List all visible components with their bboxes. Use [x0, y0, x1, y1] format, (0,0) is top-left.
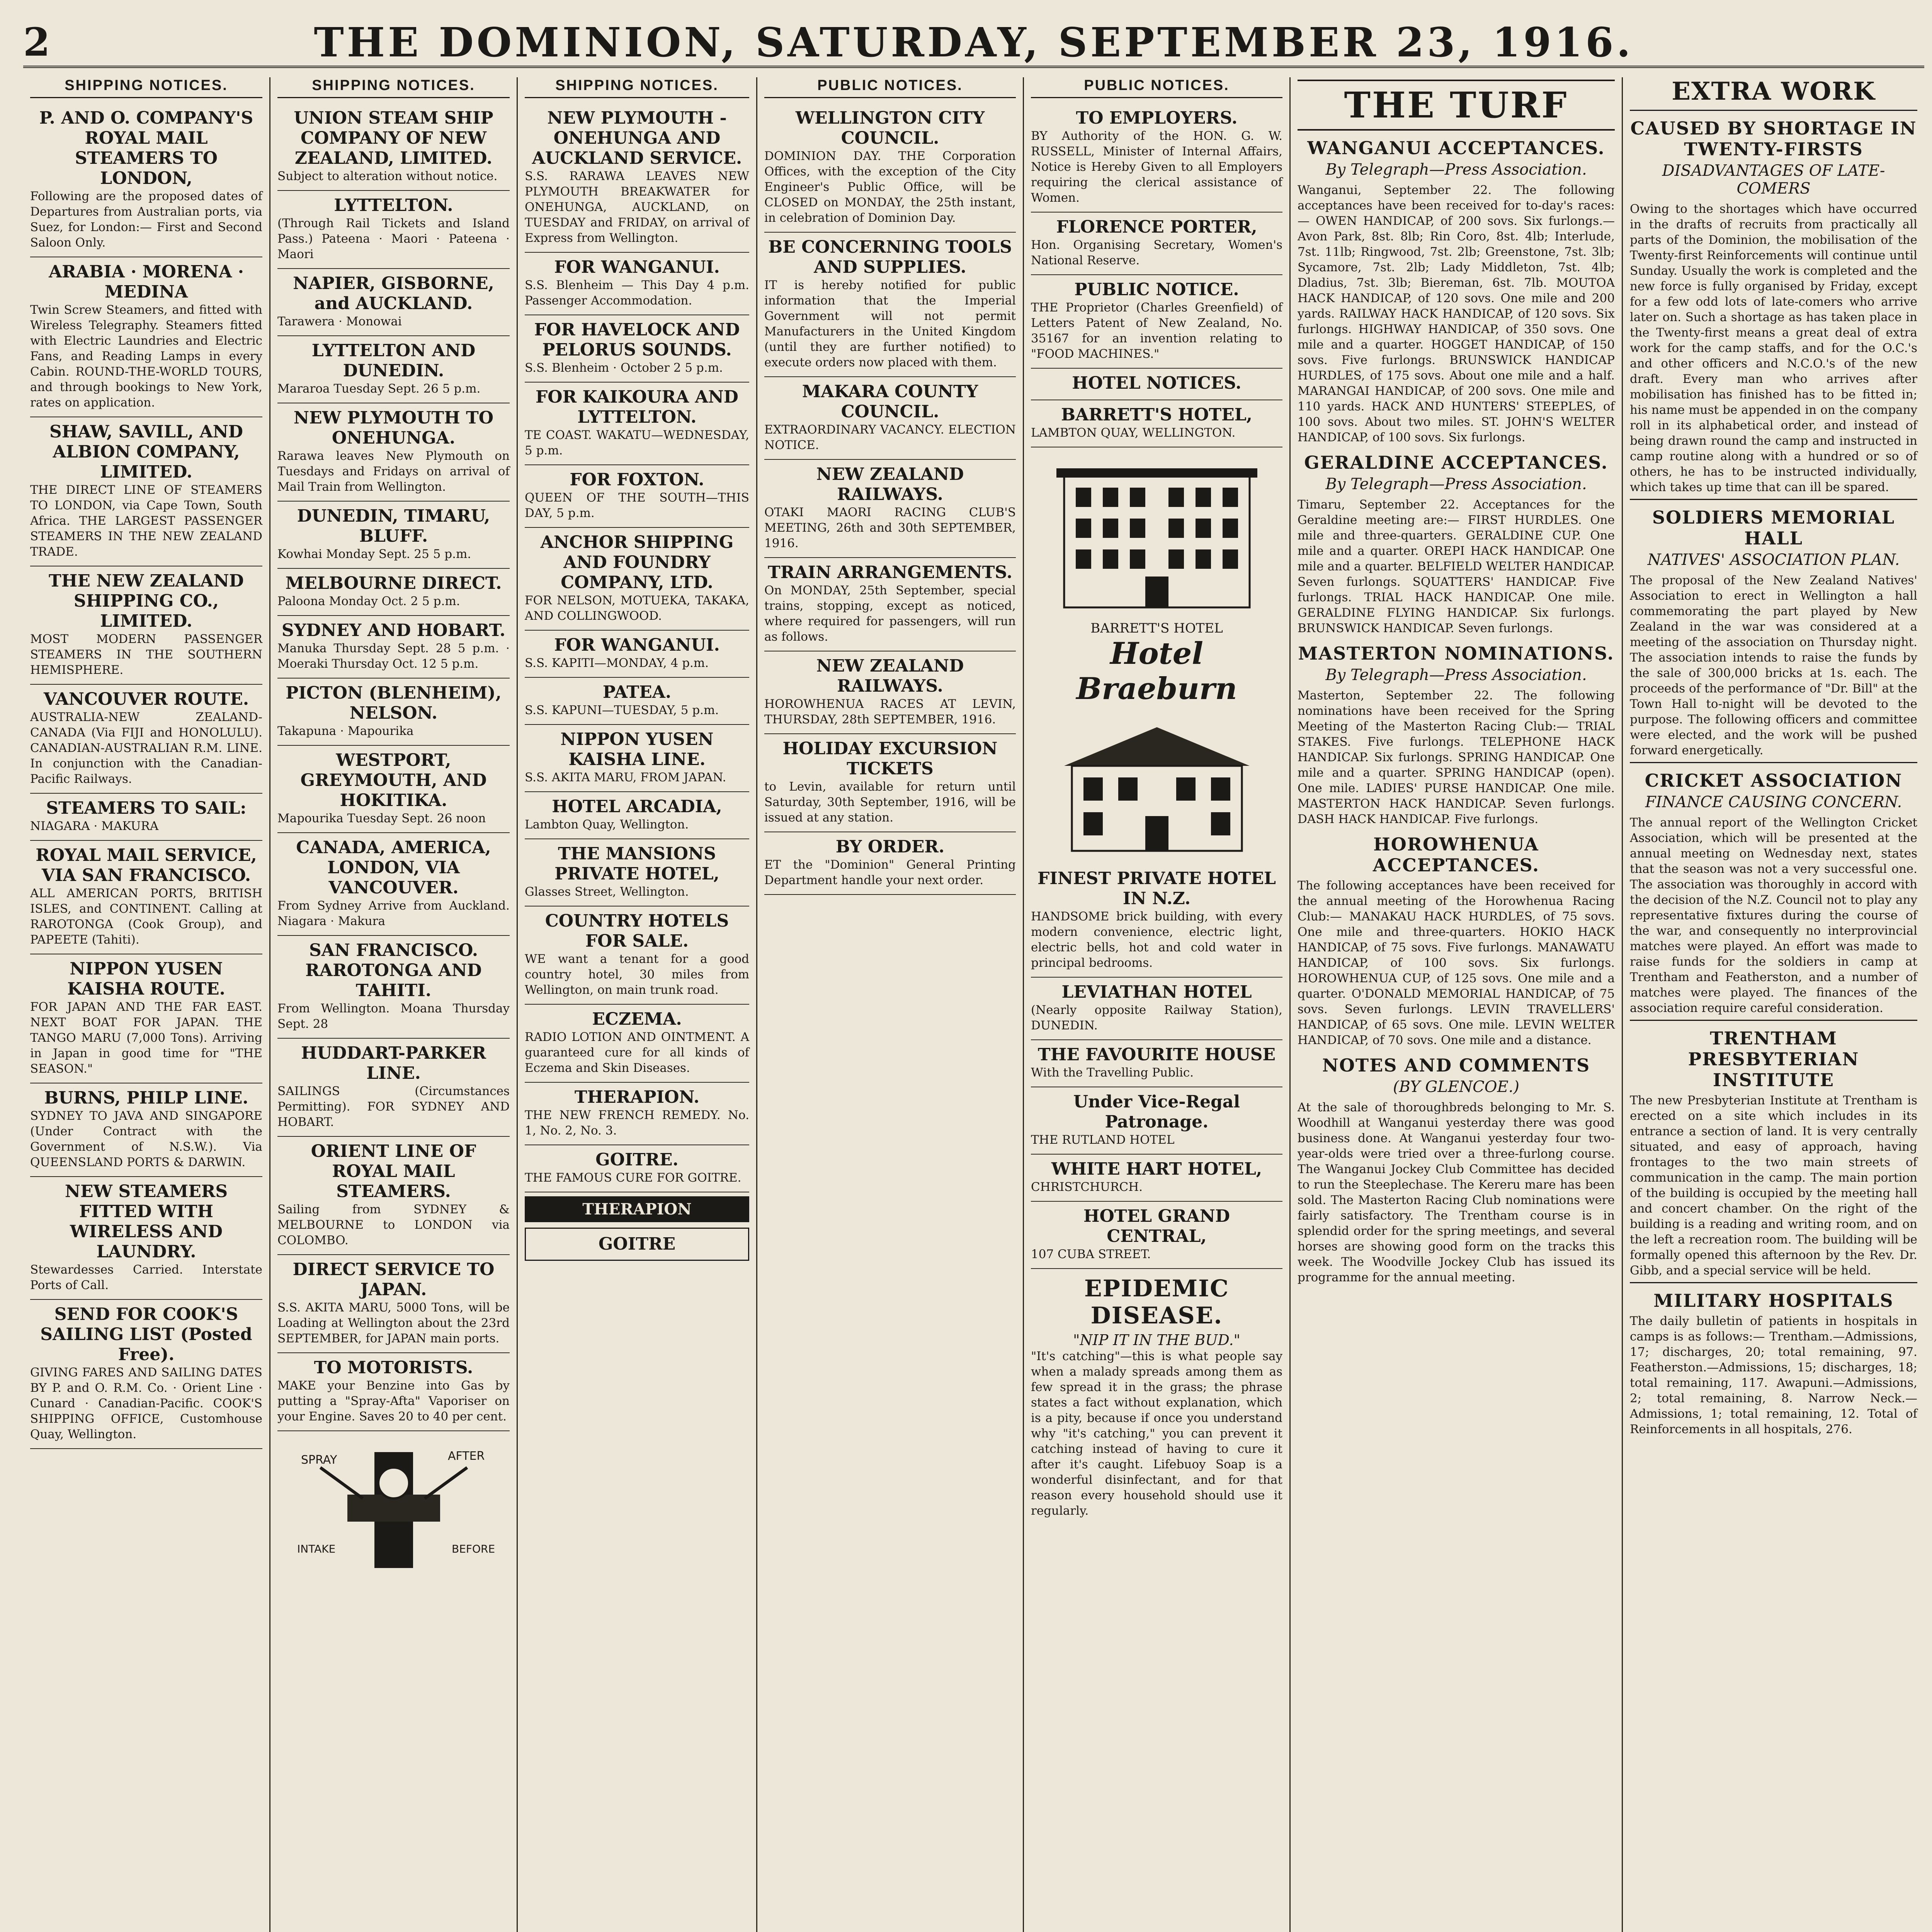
notice-block: [1031, 400, 1282, 447]
column-heading: PUBLIC NOTICES.: [764, 77, 1016, 98]
notice-block: [30, 1083, 262, 1177]
notice-heading: TO EMPLOYERS.: [1076, 108, 1238, 128]
notice-text: Subject to alteration without notice.: [277, 169, 498, 183]
notice-text: Manuka Thursday Sept. 28 5 p.m. · Moeraki Thursday Oct. 12 5 p.m.: [277, 641, 510, 671]
notice-text: (Nearly opposite Railway Station), DUNEDIN.: [1031, 1003, 1282, 1032]
notice-text: S.S. KAPUNI—TUESDAY, 5 p.m.: [525, 703, 719, 717]
notice-heading: VANCOUVER ROUTE.: [43, 689, 249, 709]
notice-text: 107 CUBA STREET.: [1031, 1247, 1151, 1261]
notice-text: IT is hereby notified for public information that the Imperial Government will not permit Manufacturers in the United Kingdom (until they are further notified) to execute orders now placed with them.: [764, 278, 1016, 369]
military-title: MILITARY HOSPITALS: [1653, 1290, 1894, 1311]
notice-text: Twin Screw Steamers, and fitted with Wireless Telegraphy. Steamers fitted with Electric Laundries and Electric Fans, and Reading Lamps in every Cabin. ROUND-THE-WORLD TOURS, and through bookings to New York, rates on application.: [30, 303, 262, 410]
turf-section-byline: By Telegraph—Press Association.: [1325, 666, 1587, 684]
notice-heading: ORIENT LINE OF ROYAL MAIL STEAMERS.: [311, 1141, 476, 1201]
notice-text: From Sydney Arrive from Auckland. Niagara · Makura: [277, 899, 510, 928]
epidemic-title: EPIDEMIC DISEASE.: [1084, 1275, 1229, 1329]
notice-heading: NIPPON YUSEN KAISHA ROUTE.: [67, 959, 225, 999]
notice-text: WE want a tenant for a good country hotel, 30 miles from Wellington, on main trunk road.: [525, 952, 749, 997]
notice-heading: PUBLIC NOTICE.: [1074, 280, 1239, 299]
notice-block: [30, 685, 262, 794]
notice-block: [525, 1005, 749, 1083]
notice-text: Lambton Quay, Wellington.: [525, 818, 689, 832]
notice-text: SYDNEY TO JAVA AND SINGAPORE (Under Contract with the Government of N.S.W.). Via QUEENSLAND PORTS & DARWIN.: [30, 1109, 262, 1169]
notice-heading: PATEA.: [602, 682, 672, 702]
notice-heading: THE NEW ZEALAND SHIPPING CO., LIMITED.: [49, 571, 244, 631]
notice-text: ET the "Dominion" General Printing Department handle your next order.: [764, 858, 1016, 887]
turf-section-heading: GERALDINE ACCEPTANCES.: [1304, 452, 1608, 473]
notice-text: to Levin, available for return until Saturday, 30th September, 1916, will be issued at any station.: [764, 780, 1016, 825]
notice-text: GIVING FARES AND SAILING DATES BY P. and O. R.M. Co. · Orient Line · Cunard · Canadian-Pacific. COOK'S SHIPPING OFFICE, Customhouse Quay, Wellington.: [30, 1366, 262, 1441]
epidemic-text: "It's catching"—this is what people say when a malady spreads among them as few spread it in the grass; the phrase states a fact without explanation, which is a pity, because if once you understand why "it's catching," you can prevent it catching instead of having to cure it after it's caught. Lifebuoy Soap is a wonderful disinfectant, and for that reason every household should use it regularly.: [1031, 1349, 1282, 1518]
notes-text: At the sale of thoroughbreds belonging to Mr. S. Woodhill at Wanganui yesterday there was good business done. At Wanganui yesterday four two-year-olds were tried over a three-furlong course. The Wanganui Jockey Club Committee has decided to run the Steeplechase. The Kereru mare has been sold. The Masterton Racing Club nominations were fairly satisfactory. The Trentham course is in splendid order for the spring meetings, and several horses are showing good form on the tracks this week. The Woodville Jockey Club has issued its programme for the annual meeting.: [1298, 1100, 1615, 1284]
notice-text: Mapourika Tuesday Sept. 26 noon: [277, 811, 486, 825]
notice-text: HOROWHENUA RACES AT LEVIN, THURSDAY, 28th SEPTEMBER, 1916.: [764, 697, 1016, 726]
notice-text: On MONDAY, 25th September, special trains, stopping, except as noticed, where required for passengers, will run as follows.: [764, 583, 1016, 644]
notice-heading: ROYAL MAIL SERVICE, VIA SAN FRANCISCO.: [36, 845, 257, 885]
notice-block: [30, 417, 262, 566]
turf-section-text: The following acceptances have been received for the annual meeting of the Horowhenua Racing Club:— MANAKAU HACK HURDLES, of 75 sovs. One mile and three-quarters. HOKIO HACK HANDICAP, of 75 sovs. Five furlongs. MANAWATU HANDICAP, of 100 sovs. Six furlongs. HOROWHENUA CUP, of 125 sovs. One mile and a quarter. O'DONALD MEMORIAL HANDICAP, of 75 sovs. Seven furlongs. LEVIN TRAVELLERS' HANDICAP, of 65 sovs. One mile. LEVIN WELTER HANDICAP, of 70 sovs. One mile and a distance.: [1298, 879, 1615, 1047]
svg-text:INTAKE: INTAKE: [297, 1543, 335, 1555]
notice-text: Following are the proposed dates of Departures from Australian ports, via Suez, for London:— First and Second Saloon Only.: [30, 189, 262, 250]
notice-text: Sailing from SYDNEY & MELBOURNE to LONDON via COLOMBO.: [277, 1202, 510, 1247]
notice-block: [1031, 104, 1282, 213]
barretts-hotel-illustration: [1031, 453, 1282, 615]
notice-heading: FOR KAIKOURA AND LYTTELTON.: [536, 387, 738, 427]
notice-block: [1031, 978, 1282, 1040]
notice-block: [277, 1039, 510, 1137]
notice-heading: PICTON (BLENHEIM), NELSON.: [286, 683, 502, 723]
notice-heading: UNION STEAM SHIP COMPANY OF NEW ZEALAND, LIMITED.: [294, 108, 493, 168]
notice-heading: HOLIDAY EXCURSION TICKETS: [782, 739, 998, 779]
goitre-title: GOITRE: [598, 1234, 676, 1254]
notice-text: CHRISTCHURCH.: [1031, 1180, 1143, 1194]
notice-text: S.S. Blenheim — This Day 4 p.m. Passenger Accommodation.: [525, 278, 749, 308]
notice-text: Rarawa leaves New Plymouth on Tuesdays and Fridays on arrival of Mail Train from Wellington.: [277, 449, 510, 494]
trentham-title: TRENTHAM PRESBYTERIAN INSTITUTE: [1688, 1028, 1859, 1090]
notice-heading: MELBOURNE DIRECT.: [285, 573, 502, 593]
hotel-building-icon: [1041, 712, 1273, 859]
notice-text: SAILINGS (Circumstances Permitting). FOR SYDNEY AND HOBART.: [277, 1084, 510, 1129]
notice-heading: FOR FOXTON.: [570, 470, 704, 490]
col3-blocks: [525, 104, 749, 1192]
soldiers-title: SOLDIERS MEMORIAL HALL: [1652, 507, 1895, 549]
notice-block: [764, 832, 1016, 895]
masthead: [23, 15, 1924, 68]
svg-text:AFTER: AFTER: [447, 1449, 485, 1463]
notice-text: Paloona Monday Oct. 2 5 p.m.: [277, 594, 460, 608]
notice-text: FOR JAPAN AND THE FAR EAST. NEXT BOAT FOR JAPAN. THE TANGO MARU (7,000 Tons). Arriving in Japan in good time for "THE SEASON.": [30, 1000, 262, 1076]
column-heading: PUBLIC NOTICES.: [1031, 77, 1282, 98]
column-heading: SHIPPING NOTICES.: [525, 77, 749, 98]
column-turf: [1291, 77, 1623, 1932]
notice-text: TE COAST. WAKATU—WEDNESDAY, 5 p.m.: [525, 428, 749, 457]
notice-block: [525, 839, 749, 906]
column-heading: SHIPPING NOTICES.: [277, 77, 510, 98]
col5-blocks-bottom: [1031, 864, 1282, 1269]
notice-block: [1031, 1087, 1282, 1155]
notice-block: [525, 631, 749, 678]
notice-block: [525, 1083, 749, 1145]
notice-block: [30, 794, 262, 841]
notice-heading: COUNTRY HOTELS FOR SALE.: [545, 911, 729, 951]
notice-block: [525, 678, 749, 725]
notice-text: RADIO LOTION AND OINTMENT. A guaranteed cure for all kinds of Eczema and Skin Diseases.: [525, 1030, 749, 1075]
notice-block: [277, 502, 510, 569]
notice-heading: FLORENCE PORTER,: [1056, 217, 1257, 237]
column-heading: SHIPPING NOTICES.: [30, 77, 262, 98]
column-shipping-1: [23, 77, 270, 1932]
notice-block: [764, 104, 1016, 233]
turf-sections: [1298, 138, 1615, 1048]
extra-work-text: Owing to the shortages which have occurred in the drafts of recruits from practically all parts of the Dominion, the mobilisation of the Twenty-first Reinforcements will continue until Sunday. Usually the work is completed and the new force is fully organised by Friday, except for a few odd lots of late-comers who arrive later on. Such a shortage as has taken place in the Twenty-first means a great deal of extra work for the camp staffs, and for the O.C.'s and other officers and N.C.O.'s of the new draft. Every man who arrives after mobilisation has finished has to be fitted in; his name must be appended in on the company roll in its alphabetical order, and instead of being drawn round the camp and instructed in camp routine along with a hundred or so of others, he has to be instructed individually, which takes up time that can ill be spared.: [1630, 202, 1917, 494]
notice-block: [277, 269, 510, 336]
turf-section-heading: HOROWHENUA ACCEPTANCES.: [1372, 834, 1540, 876]
notice-heading: BARRETT'S HOTEL,: [1061, 405, 1252, 425]
notice-heading: HOTEL NOTICES.: [1072, 373, 1242, 393]
notice-heading: NEW ZEALAND RAILWAYS.: [816, 464, 964, 504]
notice-text: THE NEW FRENCH REMEDY. No. 1, No. 2, No. 3.: [525, 1108, 749, 1138]
carburettor-icon: [286, 1437, 502, 1599]
notice-block: [764, 233, 1016, 377]
soldiers-text: The proposal of the New Zealand Natives' Association to erect in Wellington a hall commemorating the part played by New Zealand in the war was considered at a meeting of the association on Thursday night. The association intends to raise the funds by the sale of 300,000 bricks at 1s. each. The proceeds of the performance of "Dr. Bill" at the Town Hall to-night will be devoted to the purpose. The following officers and committee were elected, and the work will be pushed forward energetically.: [1630, 573, 1917, 757]
notice-block: [277, 936, 510, 1039]
turf-section-heading: WANGANUI ACCEPTANCES.: [1307, 138, 1605, 158]
notice-heading: SEND FOR COOK'S SAILING LIST (Posted Free).: [40, 1304, 252, 1364]
notice-block: [764, 460, 1016, 558]
col4-blocks: [764, 104, 1016, 895]
notice-block: [1031, 213, 1282, 275]
notice-block: [1031, 1202, 1282, 1269]
notice-heading: LEVIATHAN HOTEL: [1061, 982, 1252, 1002]
notice-block: [1031, 864, 1282, 978]
columns: [23, 77, 1924, 1932]
col1-blocks: [30, 104, 262, 1449]
notice-text: S.S. AKITA MARU, 5000 Tons, will be Loading at Wellington about the 23rd SEPTEMBER, for JAPAN main ports.: [277, 1301, 510, 1345]
extra-work-sub2: DISADVANTAGES OF LATE-COMERS: [1662, 162, 1885, 197]
svg-text:BEFORE: BEFORE: [451, 1543, 495, 1555]
notice-heading: FOR HAVELOCK AND PELORUS SOUNDS.: [534, 320, 740, 360]
notice-block: [277, 104, 510, 191]
notice-heading: WHITE HART HOTEL,: [1051, 1159, 1262, 1179]
notice-text: DOMINION DAY. THE Corporation Offices, with the exception of the City Engineer's Public Office, will be CLOSED on MONDAY, the 25th instant, in celebration of Dominion Day.: [764, 149, 1016, 225]
notice-block: [525, 465, 749, 528]
notice-block: [30, 566, 262, 685]
notice-block: [277, 1255, 510, 1353]
spray-afta-illustration: [277, 1437, 510, 1599]
notice-block: [764, 734, 1016, 832]
notice-text: Tarawera · Monowai: [277, 315, 402, 328]
notice-block: [525, 315, 749, 383]
notice-block: [277, 1137, 510, 1255]
notice-block: [277, 833, 510, 936]
cricket-title: CRICKET ASSOCIATION: [1645, 770, 1903, 791]
notice-text: With the Travelling Public.: [1031, 1066, 1194, 1080]
notice-block: [764, 558, 1016, 651]
notice-heading: NEW ZEALAND RAILWAYS.: [816, 656, 964, 696]
notice-text: EXTRAORDINARY VACANCY. ELECTION NOTICE.: [764, 423, 1016, 452]
notice-text: THE DIRECT LINE OF STEAMERS TO LONDON, via Cape Town, South Africa. THE LARGEST PASSENGER STEAMERS IN THE NEW ZEALAND TRADE.: [30, 483, 262, 559]
notice-heading: THERAPION.: [574, 1087, 700, 1107]
notice-block: [1031, 1040, 1282, 1087]
notice-heading: FOR WANGANUI.: [554, 257, 720, 277]
notice-heading: BY ORDER.: [835, 837, 945, 857]
notice-heading: TRAIN ARRANGEMENTS.: [767, 563, 1013, 582]
notice-text: S.S. Blenheim · October 2 5 p.m.: [525, 361, 723, 375]
turf-section-text: Wanganui, September 22. The following acceptances have been received for to-day's races:— OWEN HANDICAP, of 200 sovs. Six furlongs.—Avon Park, 8st. 8lb; Rin Coro, 8st. 4lb; Interlude, 7st. 11lb; Ringwood, 7st. 2lb; Greenstone, 7st. 3lb; Sycamore, 7st. 2lb; Lady Middleton, 7st. 4lb; Dladius, 7st. 3lb; Biereman, 6st. 7lb. MOUTOA HACK HANDICAP, of 120 sovs. One mile and 200 yards. RAILWAY HACK HANDICAP, of 120 sovs. Six furlongs. HIGHWAY HANDICAP, of 350 sovs. One mile and a quarter. HOGGET HANDICAP, of 150 sovs. Five furlongs. BRUNSWICK HANDICAP HURDLES, of 175 sovs. About one mile and a half. MARANGAI HANDICAP, of 200 sovs. One mile and 110 yards. HACK AND HUNTERS' STEEPLES, of 100 sovs. About two miles. ST. JOHN'S WELTER HANDICAP, of 100 sovs. Six furlongs.: [1298, 183, 1615, 444]
notice-heading: NEW PLYMOUTH TO ONEHUNGA.: [293, 408, 494, 448]
notice-heading: BURNS, PHILP LINE.: [44, 1088, 248, 1108]
notice-text: QUEEN OF THE SOUTH—THIS DAY, 5 p.m.: [525, 491, 749, 520]
notice-block: [764, 651, 1016, 734]
notice-block: [277, 336, 510, 403]
notice-text: S.S. AKITA MARU, FROM JAPAN.: [525, 770, 726, 784]
notice-block: [277, 616, 510, 679]
notice-text: ALL AMERICAN PORTS, BRITISH ISLES, and CONTINENT. Calling at RAROTONGA (Cook Group), and PAPEETE (Tahiti).: [30, 886, 262, 947]
column-public-1: [757, 77, 1024, 1932]
notice-heading: FINEST PRIVATE HOTEL IN N.Z.: [1037, 869, 1276, 908]
goitre-ad: [525, 1228, 749, 1261]
notice-text: From Wellington. Moana Thursday Sept. 28: [277, 1002, 510, 1031]
col5-blocks-top: [1031, 104, 1282, 447]
extra-work-sub: CAUSED BY SHORTAGE IN TWENTY-FIRSTS: [1630, 118, 1917, 160]
notice-block: [525, 792, 749, 839]
notice-text: Hon. Organising Secretary, Women's National Reserve.: [1031, 238, 1282, 267]
notice-heading: ECZEMA.: [592, 1009, 682, 1029]
notice-heading: NEW PLYMOUTH - ONEHUNGA AND AUCKLAND SERVICE.: [532, 108, 742, 168]
notice-heading: THE MANSIONS PRIVATE HOTEL,: [554, 844, 719, 884]
notice-text: NIAGARA · MAKURA: [30, 819, 159, 833]
notice-text: HANDSOME brick building, with every modern convenience, electric light, electric bells, hot and cold water in principal bedrooms.: [1031, 910, 1282, 970]
notice-heading: SAN FRANCISCO. RAROTONGA AND TAHITI.: [305, 940, 482, 1000]
cricket-text: The annual report of the Wellington Cricket Association, which will be presented at the annual meeting on Wednesday next, states that the season was not a very successful one. The association was thoroughly in accord with the decision of the N.Z. Council not to play any representative fixtures during the course of the war, and consequently no interprovincial matches were played. An effort was made to raise funds for the soldiers in camp at Trentham and Featherston, and a number of matches were played. The finances of the association require careful consideration.: [1630, 816, 1917, 1015]
notice-block: [525, 528, 749, 631]
notice-heading: STEAMERS TO SAIL:: [46, 798, 247, 818]
notice-block: [525, 383, 749, 465]
notice-heading: P. AND O. COMPANY'S ROYAL MAIL STEAMERS TO LONDON,: [39, 108, 253, 188]
notice-heading: FOR WANGANUI.: [554, 635, 720, 655]
notice-block: [277, 191, 510, 269]
notice-text: Stewardesses Carried. Interstate Ports of Call.: [30, 1263, 262, 1292]
turf-title: THE TURF: [1298, 80, 1615, 131]
notice-block: [525, 725, 749, 792]
military-text: The daily bulletin of patients in hospitals in camps is as follows:— Trentham.—Admissions, 17; discharges, 20; total remaining, 97. Featherston.—Admissions, 15; discharges, 18; total remaining, 117. Awapuni.—Admissions, 2; total remaining, 8. Narrow Neck.—Admissions, 1; total remaining, 12. Total of Reinforcements in all hospitals, 276.: [1630, 1314, 1917, 1436]
notice-heading: HOTEL GRAND CENTRAL,: [1083, 1206, 1230, 1246]
column-news: [1623, 77, 1924, 1932]
notice-heading: TO MOTORISTS.: [314, 1358, 473, 1378]
notice-heading: DIRECT SERVICE TO JAPAN.: [293, 1260, 495, 1299]
notice-block: [525, 1145, 749, 1192]
notice-text: Glasses Street, Wellington.: [525, 885, 689, 899]
notice-block: [277, 1353, 510, 1431]
notice-heading: THE FAVOURITE HOUSE: [1037, 1045, 1276, 1065]
notice-heading: ANCHOR SHIPPING AND FOUNDRY COMPANY, LTD.: [540, 532, 734, 592]
notice-heading: CANADA, AMERICA, LONDON, VIA VANCOUVER.: [296, 838, 491, 898]
turf-section-byline: By Telegraph—Press Association.: [1325, 161, 1587, 179]
notice-text: THE RUTLAND HOTEL: [1031, 1133, 1175, 1147]
notice-heading: WELLINGTON CITY COUNCIL.: [795, 108, 985, 148]
notice-text: Kowhai Monday Sept. 25 5 p.m.: [277, 547, 471, 561]
therapion-ad: THERAPION: [525, 1196, 749, 1222]
notice-text: BY Authority of the HON. G. W. RUSSELL, Minister of Internal Affairs, Notice is Hereby Given to all Employers requiring the clerical assistance of Women.: [1031, 129, 1282, 205]
braeburn-illustration: [1031, 712, 1282, 859]
notice-text: THE FAMOUS CURE FOR GOITRE.: [525, 1171, 742, 1185]
column-public-2: [1024, 77, 1291, 1932]
extra-work-title: EXTRA WORK: [1672, 77, 1876, 106]
notes-byline: (BY GLENCOE.): [1393, 1078, 1520, 1096]
notice-text: AUSTRALIA-NEW ZEALAND-CANADA (Via FIJI and HONOLULU). CANADIAN-AUSTRALIAN R.M. LINE. In conjunction with the Canadian-Pacific Railways.: [30, 710, 262, 786]
barretts-caption: BARRETT'S HOTEL: [1090, 621, 1223, 636]
notice-heading: HUDDART-PARKER LINE.: [301, 1043, 486, 1083]
epidemic-sub: "NIP IT IN THE BUD.": [1073, 1332, 1241, 1349]
notice-block: [30, 1300, 262, 1449]
column-shipping-2: [270, 77, 518, 1932]
notice-text: Takapuna · Mapourika: [277, 724, 414, 738]
notice-heading: MAKARA COUNTY COUNCIL.: [802, 382, 978, 422]
notice-block: [764, 377, 1016, 460]
notice-text: S.S. KAPITI—MONDAY, 4 p.m.: [525, 656, 709, 670]
notice-text: OTAKI MAORI RACING CLUB'S MEETING, 26th and 30th SEPTEMBER, 1916.: [764, 505, 1016, 550]
notice-block: [30, 841, 262, 954]
notice-heading: BE CONCERNING TOOLS AND SUPPLIES.: [768, 237, 1012, 277]
notice-text: MAKE your Benzine into Gas by putting a "Spray-Afta" Vaporiser on your Engine. Saves 20 to 40 per cent.: [277, 1379, 510, 1423]
notice-heading: WESTPORT, GREYMOUTH, AND HOKITIKA.: [300, 750, 487, 810]
notice-block: [30, 954, 262, 1083]
notice-text: S.S. RARAWA LEAVES NEW PLYMOUTH BREAKWATER for ONEHUNGA, AUCKLAND, on TUESDAY and FRIDAY, on arrival of Express from Wellington.: [525, 169, 749, 245]
notice-text: Mararoa Tuesday Sept. 26 5 p.m.: [277, 382, 481, 396]
notice-block: [277, 403, 510, 502]
svg-text:SPRAY: SPRAY: [301, 1453, 337, 1467]
turf-section-text: Timaru, September 22. Acceptances for the Geraldine meeting are:— FIRST HURDLES. One mile and three-quarters. GERALDINE CUP. One mile and a quarter. OREPI HACK HANDICAP. One mile and a quarter. BELFIELD WELTER HANDICAP. Seven furlongs. SQUATTERS' HANDICAP. Five furlongs. TRIAL HACK HANDICAP. One mile. GERALDINE FLYING HANDICAP. Six furlongs. BRUNSWICK HANDICAP. Seven furlongs.: [1298, 498, 1615, 635]
notice-heading: NAPIER, GISBORNE, and AUCKLAND.: [293, 274, 494, 313]
notice-block: [525, 104, 749, 253]
notice-heading: NIPPON YUSEN KAISHA LINE.: [560, 730, 714, 769]
soldiers-sub: NATIVES' ASSOCIATION PLAN.: [1647, 551, 1900, 569]
notice-text: FOR NELSON, MOTUEKA, TAKAKA, AND COLLINGWOOD.: [525, 594, 749, 623]
turf-section-byline: By Telegraph—Press Association.: [1325, 475, 1587, 493]
notice-block: [277, 569, 510, 616]
notice-block: [277, 746, 510, 833]
hotel-braeburn-title: Hotel Braeburn: [1076, 636, 1237, 706]
col2-blocks: [277, 104, 510, 1431]
notice-text: LAMBTON QUAY, WELLINGTON.: [1031, 426, 1236, 440]
notice-heading: LYTTELTON.: [334, 196, 453, 215]
notice-block: [525, 253, 749, 315]
notice-heading: LYTTELTON AND DUNEDIN.: [311, 341, 476, 381]
notice-heading: ARABIA · MORENA · MEDINA: [49, 262, 244, 302]
newspaper-title: THE DOMINION, SATURDAY, SEPTEMBER 23, 1916.: [314, 19, 1634, 66]
turf-section-text: Masterton, September 22. The following nominations have been received for the Spring Meeting of the Masterton Racing Club:— TRIAL STAKES. Five furlongs. TELEPHONE HACK HANDICAP. Six furlongs. SPRING HANDICAP. One mile and a quarter. SPRING HANDICAP (open). One mile. LADIES' PURSE HANDICAP. One mile. MASTERTON HACK HANDICAP. Seven furlongs. DASH HACK HANDICAP. Five furlongs.: [1298, 689, 1615, 826]
hotel-building-icon: [1041, 453, 1273, 615]
notice-block: [30, 104, 262, 257]
notice-block: [1031, 275, 1282, 369]
notice-heading: NEW STEAMERS FITTED WITH WIRELESS AND LAUNDRY.: [65, 1182, 228, 1262]
page-number: 2: [23, 19, 50, 65]
notice-heading: DUNEDIN, TIMARU, BLUFF.: [297, 506, 490, 546]
notice-block: [525, 906, 749, 1005]
notice-text: THE Proprietor (Charles Greenfield) of Letters Patent of New Zealand, No. 35167 for an invention relating to "FOOD MACHINES.": [1031, 301, 1282, 361]
notice-heading: SYDNEY AND HOBART.: [281, 621, 506, 640]
notice-heading: HOTEL ARCADIA,: [552, 797, 722, 816]
notice-block: [1031, 369, 1282, 400]
cricket-sub: FINANCE CAUSING CONCERN.: [1645, 793, 1902, 811]
notice-text: (Through Rail Tickets and Island Pass.) Pateena · Maori · Pateena · Maori: [277, 216, 510, 261]
notes-title: NOTES AND COMMENTS: [1322, 1055, 1590, 1076]
notice-block: [277, 679, 510, 746]
notice-heading: GOITRE.: [595, 1150, 679, 1170]
column-shipping-3: [518, 77, 757, 1932]
notice-block: [30, 257, 262, 417]
turf-section-heading: MASTERTON NOMINATIONS.: [1298, 643, 1614, 664]
notice-text: MOST MODERN PASSENGER STEAMERS IN THE SOUTHERN HEMISPHERE.: [30, 632, 262, 677]
notice-block: [30, 1177, 262, 1300]
notice-heading: SHAW, SAVILL, AND ALBION COMPANY, LIMITED.: [49, 422, 243, 482]
notice-block: [1031, 1155, 1282, 1202]
notice-heading: Under Vice-Regal Patronage.: [1073, 1092, 1240, 1132]
trentham-text: The new Presbyterian Institute at Trentham is erected on a site which includes in its entrance a section of land. It is very centrally situated, and easy of approach, having frontages to the two main streets of communication in the camp. The main portion of the building is occupied by the meeting hall and concert chamber. On the right of the building is a reading and writing room, and on the left a recreation room. The building will be formally opened this afternoon by the Rev. Dr. Gibb, and a special service will be held.: [1630, 1094, 1917, 1277]
